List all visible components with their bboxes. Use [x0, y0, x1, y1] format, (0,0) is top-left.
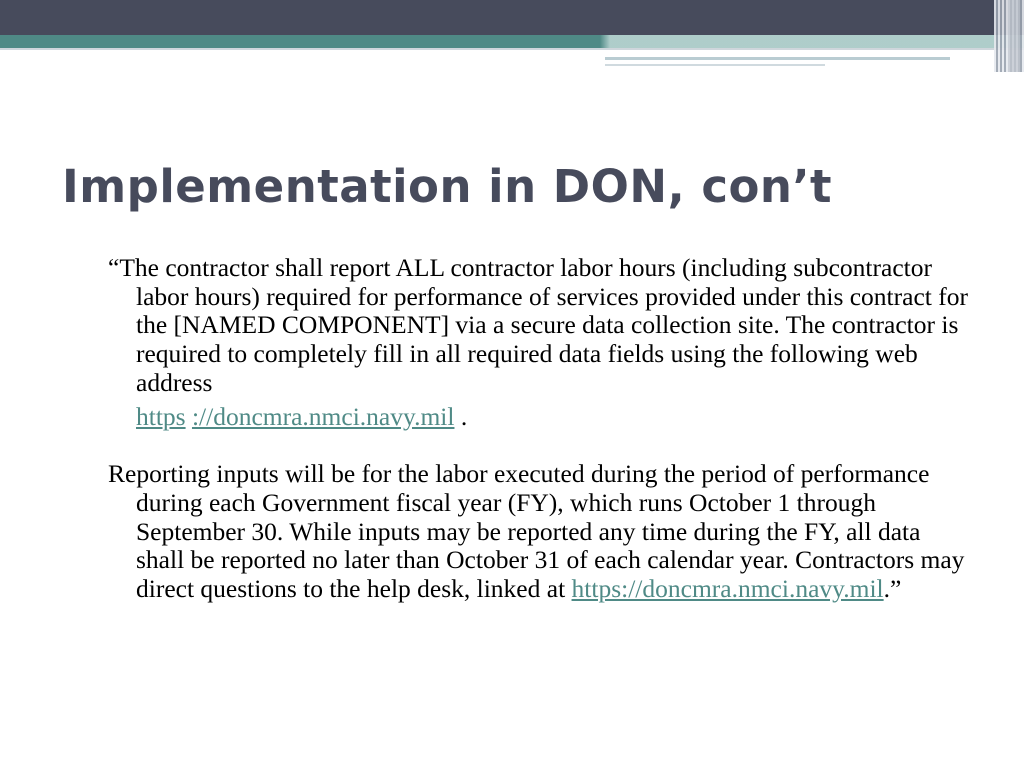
paragraph-reporting-requirement [108, 254, 968, 431]
paragraph-2-tail: .” [883, 574, 902, 604]
header-rule [0, 48, 1024, 50]
web-address-link-part1[interactable]: https [136, 401, 186, 431]
header-band-dark [0, 0, 1024, 35]
edge-stripes-inner [1008, 0, 1020, 72]
header-rule-shorter [605, 64, 825, 66]
help-desk-link[interactable]: https://doncmra.nmci.navy.mil [571, 574, 884, 604]
paragraph-1-text: “The contractor shall report ALL contractor labor hours (including subcontractor labor hours) required for performance of services provided under this contract for the [NAMED COMPONENT] via a secure data collection site. The contractor is required to completely fill in all required data fields using the following web address [108, 253, 968, 397]
web-address-link-part2[interactable]: ://doncmra.nmci.navy.mil [191, 401, 455, 431]
paragraph-2-text: Reporting inputs will be for the labor executed during the period of performance during each Government fiscal year (FY), which runs October 1 through September 30. While inputs may be reported any time during the FY, all data shall be reported no later than October 31 of each calendar year. Contractors may direct questions to the help desk, linked at [108, 459, 965, 604]
header-band-light [0, 35, 1024, 48]
slide-title: Implementation in DON, con’t [62, 160, 833, 213]
paragraph-1-url-line [136, 403, 968, 432]
header-rule-short [605, 57, 950, 60]
paragraph-reporting-period [108, 460, 968, 604]
paragraph-1-tail: . [454, 401, 468, 431]
slide-body [108, 254, 968, 604]
